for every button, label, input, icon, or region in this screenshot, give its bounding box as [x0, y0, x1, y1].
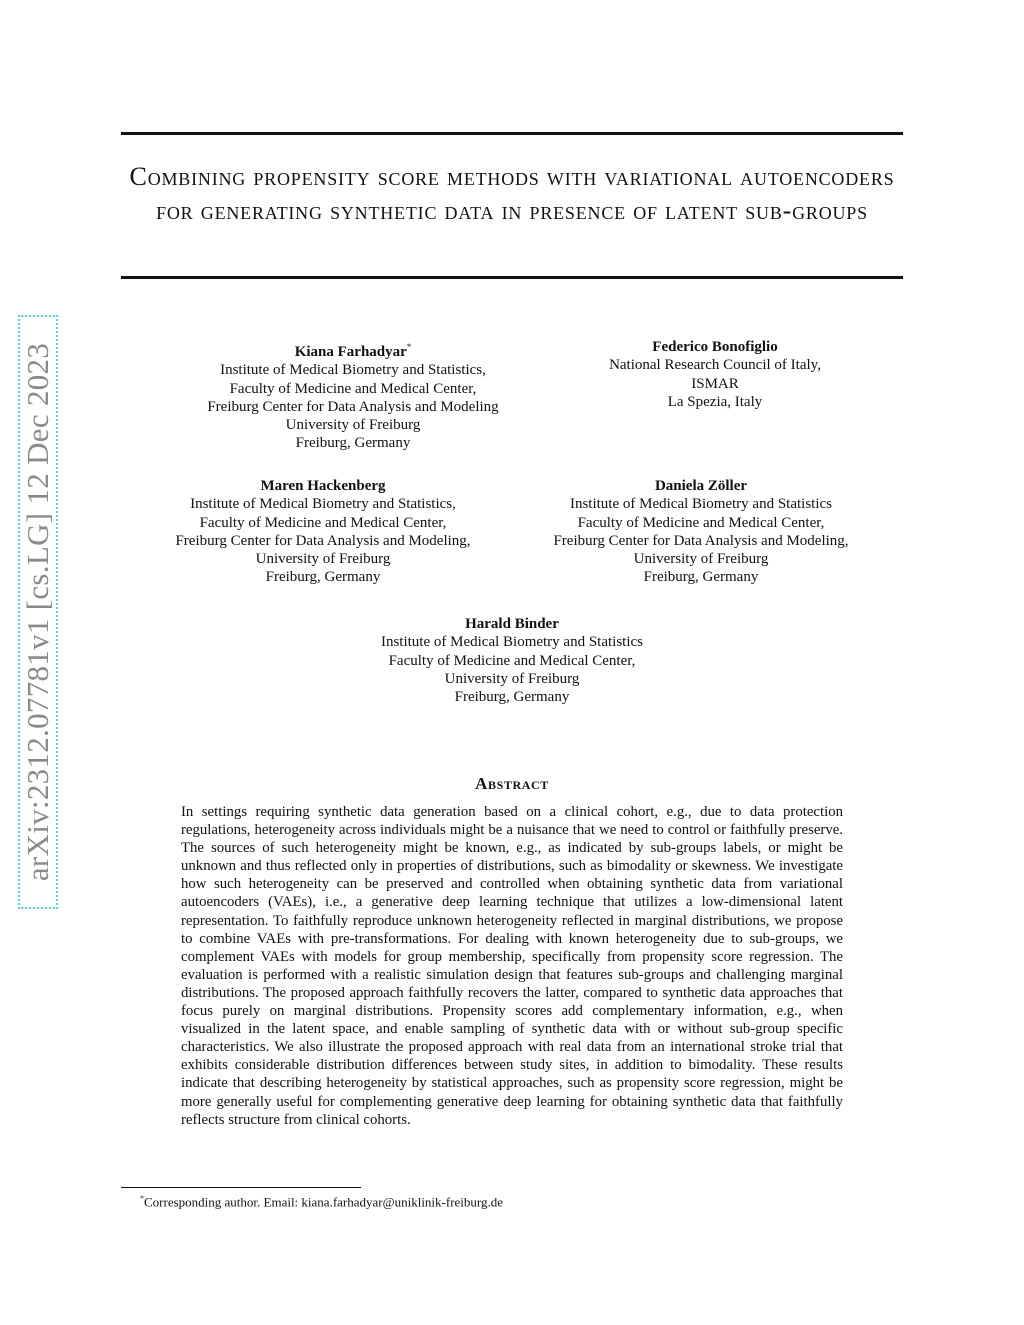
author-name: Kiana Farhadyar*: [294, 342, 412, 360]
footnote-text: Corresponding author. Email: kiana.farhadyar@uniklinik-freiburg.de: [144, 1194, 504, 1210]
arxiv-identifier-stamp[interactable]: [18, 315, 58, 909]
arxiv-identifier-text: arXiv:2312.07781v1 [cs.LG] 12 Dec 2023: [20, 342, 55, 882]
author-affiliation-line: Faculty of Medicine and Medical Center,: [229, 380, 477, 397]
author-affiliation-line: Freiburg, Germany: [454, 689, 570, 706]
abstract-text: In settings requiring synthetic data generation based on a clinical cohort, e.g., due to data protection regulations, heterogeneity across individuals might be a nuisance that we need to control or faithfully preserve. The sources of such heterogeneity might be known, e.g., as indicated by sub-groups labels, or might be unknown and thus reflected only in properties of distributions, such as bimodality or skewness. We investigate how such heterogeneity can be preserved and controlled when obtaining synthetic data from variational autoencoders (VAEs), i.e., a generative deep learning technique that utilizes a low-dimensional latent representation. To faithfully reproduce unknown heterogeneity reflected in marginal distributions, we propose to combine VAEs with pre-transformations. For dealing with known heterogeneity due to sub-groups, we complement VAEs with models for group membership, specifically from propensity score regression. The evaluation is performed with a realistic simulation design that features sub-groups and challenging marginal distributions. The proposed approach faithfully recovers the latter, compared to synthetic data approaches that focus purely on marginal distributions. Propensity scores add complementary information, e.g., when visualized in the latent space, and enable sampling of synthetic data with or without sub-group specific characteristics. We also illustrate the proposed approach with real data from an international stroke trial that exhibits considerable distribution differences between study sites, in addition to bimodality. These results indicate that describing heterogeneity by statistical approaches, such as propensity score regression, might be more generally useful for complementing generative deep learning for obtaining synthetic data that faithfully reflects structure from clinical cohorts.: [181, 804, 843, 1128]
author-affiliation-line: Institute of Medical Biometry and Statistics,: [220, 362, 486, 379]
author-name: Federico Bonofiglio: [652, 339, 778, 355]
author-affiliation-line: Institute of Medical Biometry and Statistics: [569, 496, 833, 513]
author-block: [560, 338, 870, 411]
author-affiliation-line: Faculty of Medicine and Medical Center,: [388, 652, 636, 669]
author-affiliation-line: Freiburg Center for Data Analysis and Modeling,: [553, 532, 849, 549]
corresponding-author-marker: *: [406, 342, 412, 352]
footnote-rule: [121, 1187, 361, 1188]
author-affiliation-line: Freiburg Center for Data Analysis and Modeling: [207, 398, 499, 415]
author-affiliation-line: Freiburg Center for Data Analysis and Modeling,: [175, 532, 471, 549]
author-affiliation-line: Institute of Medical Biometry and Statistics: [380, 634, 644, 651]
author-affiliation-line: Institute of Medical Biometry and Statistics,: [190, 496, 456, 513]
author-affiliation-line: Freiburg, Germany: [643, 569, 759, 586]
author-block: [150, 477, 496, 587]
author-affiliation-line: ISMAR: [691, 375, 739, 392]
title-bottom-rule: [121, 276, 903, 279]
author-block: [330, 615, 694, 706]
author-affiliation-line: La Spezia, Italy: [667, 393, 763, 410]
author-affiliation-line: National Research Council of Italy,: [609, 357, 821, 374]
author-affiliation-line: University of Freiburg: [633, 551, 769, 568]
author-name: Maren Hackenberg: [260, 478, 386, 494]
author-affiliation-line: Faculty of Medicine and Medical Center,: [577, 514, 825, 531]
title-top-rule: [121, 132, 903, 135]
author-affiliation-line: University of Freiburg: [444, 670, 580, 687]
abstract-heading: Abstract: [475, 774, 549, 793]
author-block: [183, 338, 523, 453]
paper-title: Combining propensity score methods with variational autoencoders for generating synthetic data in presence of latent sub-groups: [129, 162, 895, 225]
author-name: Daniela Zöller: [654, 478, 748, 494]
author-affiliation-line: University of Freiburg: [285, 417, 421, 434]
author-name: Harald Binder: [465, 616, 559, 632]
author-affiliation-line: Freiburg, Germany: [265, 569, 381, 586]
footnote-marker: *: [140, 1194, 144, 1203]
footnote: [140, 1191, 503, 1210]
author-block: [528, 477, 874, 587]
author-affiliation-line: Freiburg, Germany: [295, 435, 411, 452]
author-affiliation-line: University of Freiburg: [255, 551, 391, 568]
author-affiliation-line: Faculty of Medicine and Medical Center,: [199, 514, 447, 531]
